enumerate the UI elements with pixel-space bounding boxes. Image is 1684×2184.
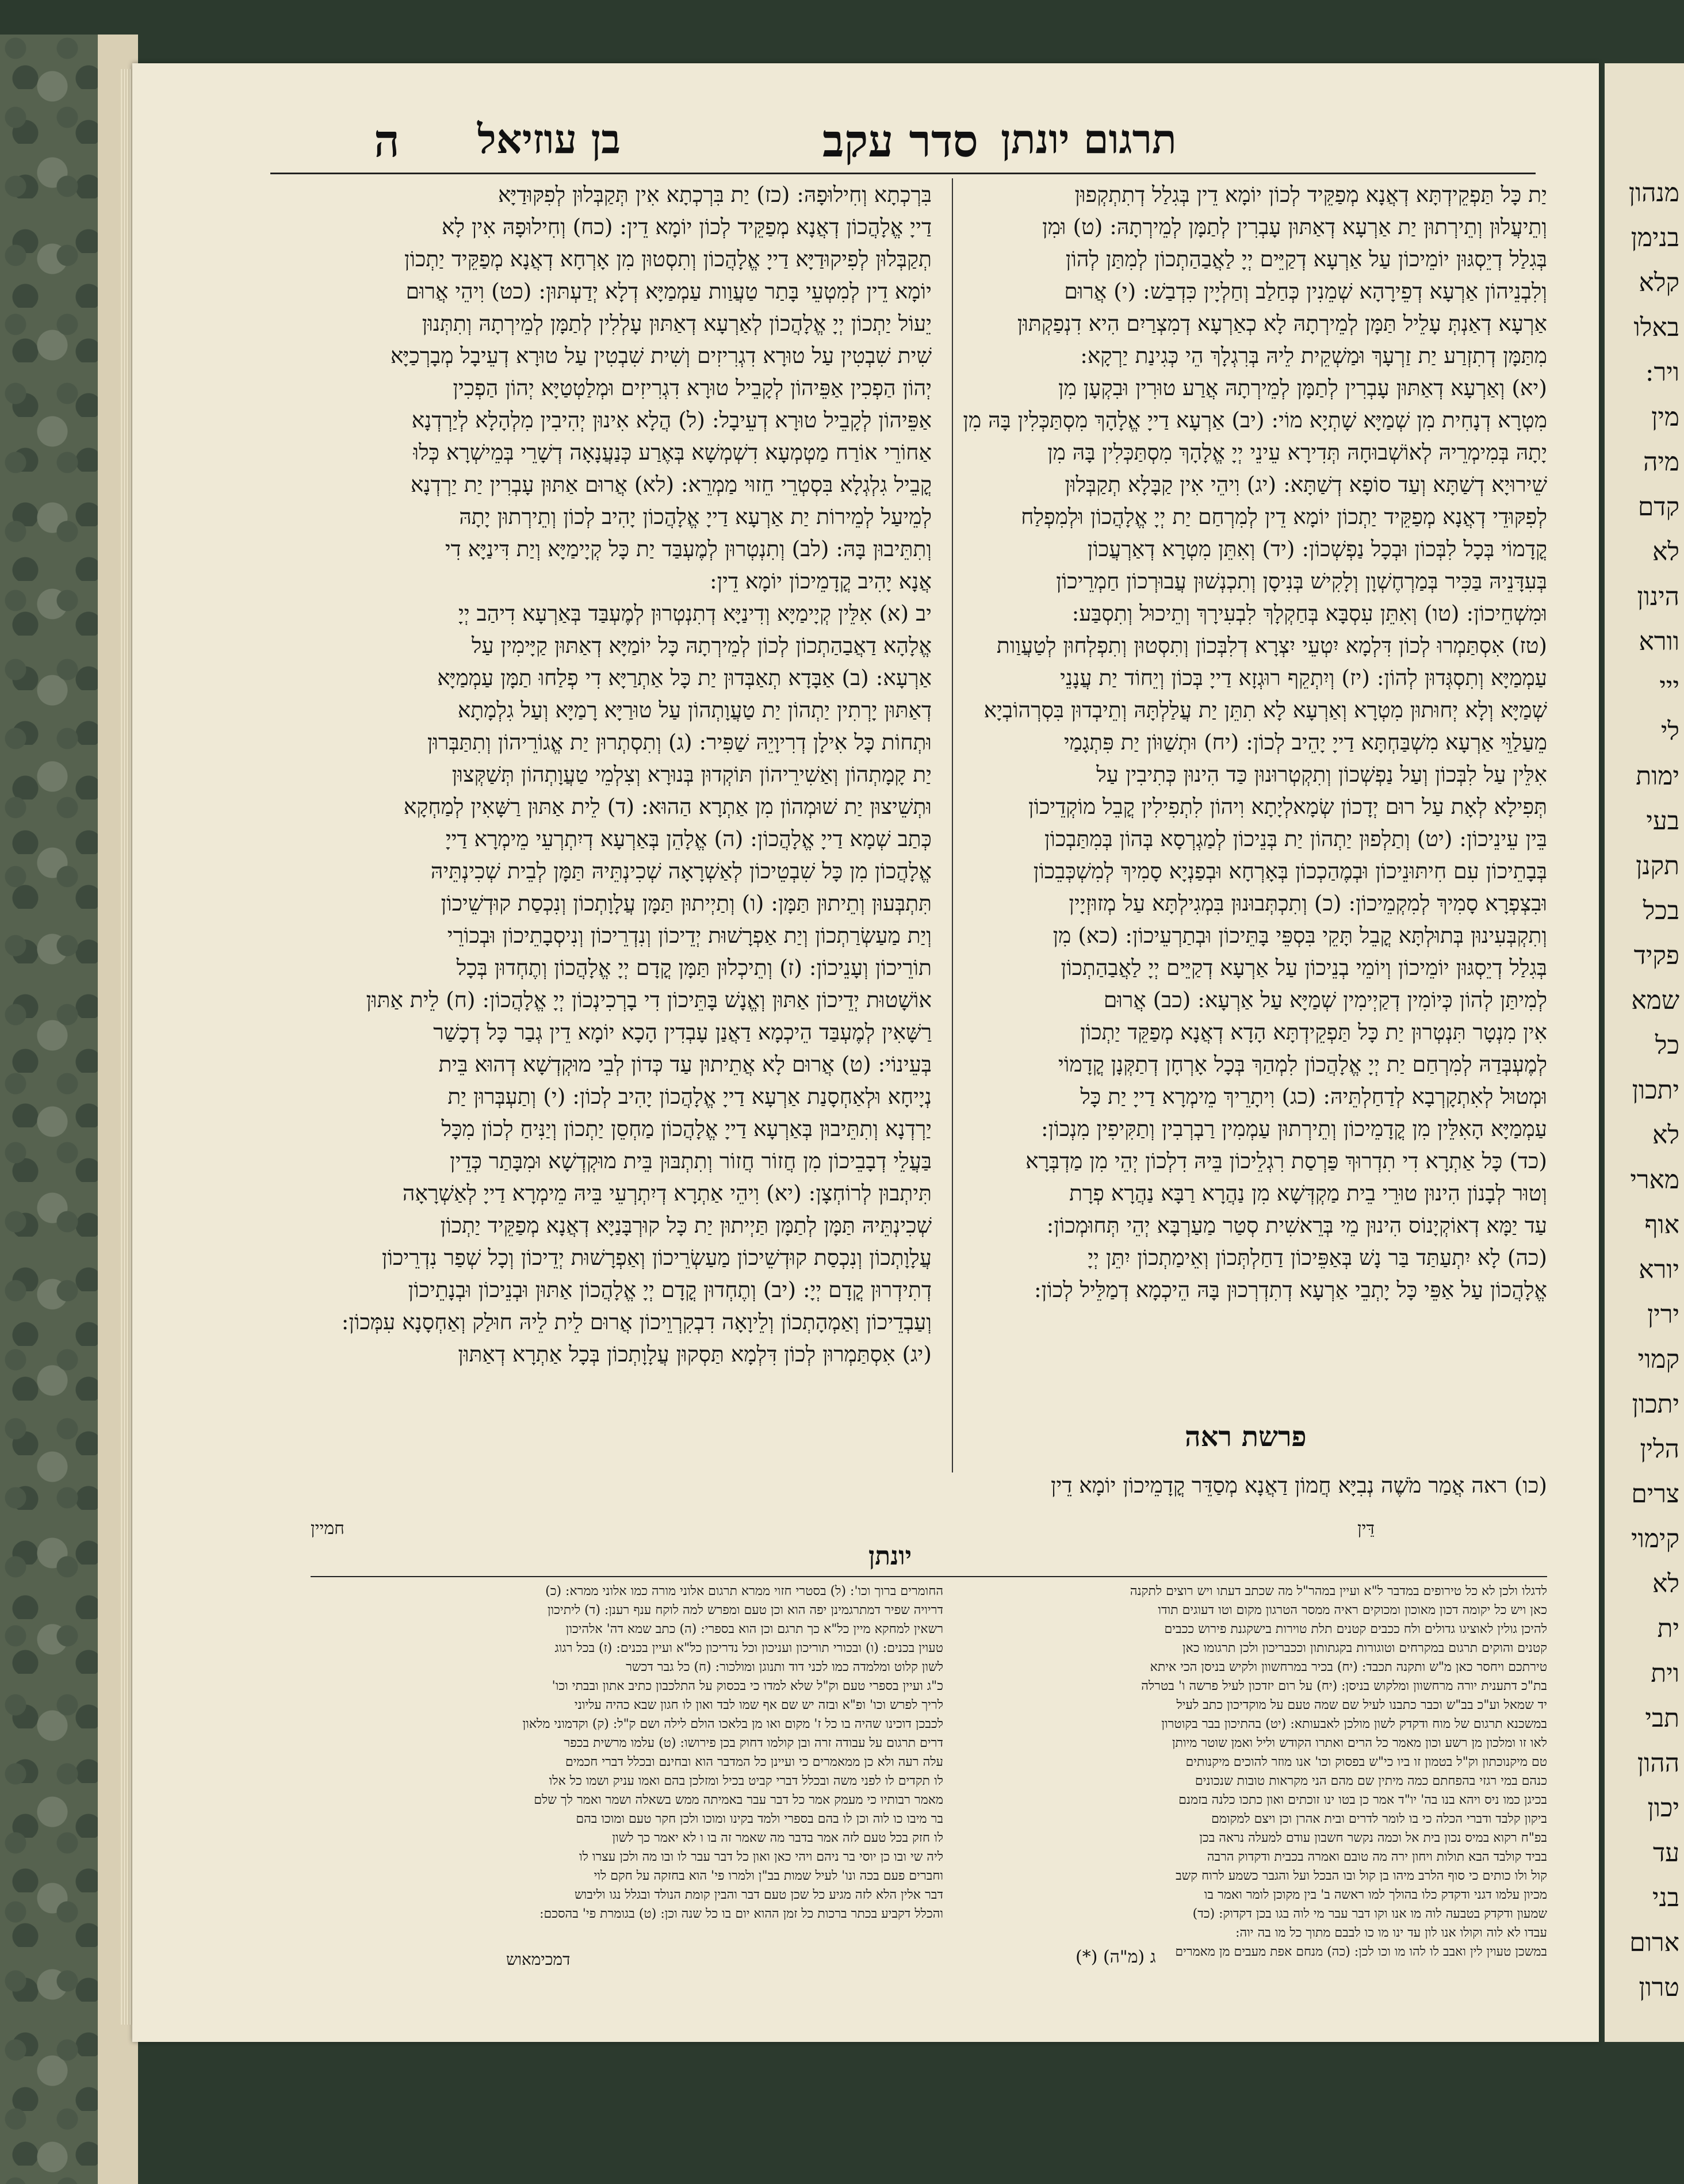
text-line: אַרְעָא: (ב) אַבָּדָא תְאַבְּדוּן יַת כָּל אַתְרַיָּא דִי פְלַחוּ תַמָּן עַמְמַיָּא	[437, 665, 932, 690]
text-line: וּמִשְׁחֵיכוֹן: (טו) וְאִתֵּן עִסְבָּא בְּחַקְלָךְ לִבְעִירָךְ וְתֵיכוּל וְתִסְבַּע:	[1071, 600, 1547, 626]
text-line: אוֹשָׁטוּת יְדֵיכוֹן אַתּוּן וְאֱנָשׁ בָּתֵּיכוֹן דִי בָרְכִינְכוֹן יְיָ אֱלָהֲכוֹן: (ח) לֵית אַתּוּן	[366, 987, 932, 1012]
text-line: (כה) לָא יִתְעַתַּד בַּר נָשׁ בְּאַפֵּיכוֹן דַחַלְתְּכוֹן וְאֵימַתְכוֹן יִתֵּן יְיָ	[1088, 1245, 1547, 1270]
next-page-word: מין	[1651, 403, 1679, 432]
commentary-line: וחברים פעם בכה ונו' לעיל שמות בב"ן ולמרו פי' הוא בחזקה על חקם לוי	[594, 1869, 943, 1883]
commentary-line: קול ולו כותים כי סוף הלרב מיהו בן קול ובו הבכל ועל והגבר כשמע לרוח קשב	[1176, 1869, 1547, 1883]
text-line: רַשָּׁאִין לְמֶעְבַּד הֵיכְמָא דַאֲנַן עָבְדִין הָכָא יוֹמָא דֵין גְבַר כָּל דְכָשַׁר	[433, 1019, 932, 1045]
text-line: תְּפִילָא לְאָת עַל רוּם יְדָכוֹן שְׂמָאלְיָתָא וִיהוֹן לִתְפִילִין קֳבֵל מוֹקְדֵיכוֹן	[1028, 794, 1547, 819]
next-page-word: בני	[1652, 1883, 1679, 1913]
catchword-left: חמיין	[311, 1519, 345, 1539]
text-line: וְתִקְבְּעִינוּן בְּתוּלְתָּא קֳבֵל תָּקֵי בִּסְפֵּי בָּתֵּיכוֹן וּבְתַרְעֵיכוֹן: (כא) מִן	[1052, 923, 1547, 948]
text-line: וְתֵיעֲלוּן וְתֵירְתוּן יַת אַרְעָא דְאַתּוּן עָבְרִין לְתַמָּן לְמֵירְתָהּ: (ט) וּמִן	[1042, 214, 1547, 239]
commentary-line: בביד קולבד הבא תולות ויחון ירה מה טובם ואמרה בכבית ודקדוק הרבה	[1207, 1850, 1547, 1864]
next-page-word: ירין	[1647, 1300, 1679, 1329]
running-head-left: תרגום יונתן	[1001, 115, 1177, 163]
page-number: ה	[374, 115, 400, 167]
text-line: אִין מִנְטָר תִּנְטְרוּן יַת כָּל תַּפְקֵידְתָּא הָדָא דְאֲנָא מְפַקֵּד יַתְכוֹן	[1080, 1019, 1547, 1045]
next-page-word: בכל	[1643, 896, 1679, 925]
text-line: דְתִידְרוּן קֳדָם יְיָ: (יב) וְתֶחְדוּן קֳדָם יְיָ אֱלָהֲכוֹן אַתּוּן וּבְנֵיכוֹן וּבְנָתֵיכוֹן	[408, 1277, 932, 1302]
text-line: אֲנָא יָהִיב קֳדָמֵיכוֹן יוֹמָא דֵין:	[709, 568, 932, 594]
commentary-line: עבדו לא לוה וקולו אנו לון עד ינו מו כו לבבם מתוך כל מו בה יוה:	[1235, 1926, 1547, 1940]
text-line: יְהוֹן הַפְכִין אַפֵּיהוֹן לְקָבֵיל טוּרָא דִגְרִיזִים וּמְלַטְטַיָּא יְהוֹן הַפְכִין	[453, 375, 932, 400]
text-line: לְמִיתַּן לְהוֹן כְּיוֹמִין דְקַיְימִין שְׁמַיָּא עַל אַרְעָא: (כב) אֲרוּם	[1103, 987, 1547, 1012]
text-line: בְּבָתֵיכוֹן עִם חִיתּוּנֵיכוֹן וּבְמֶהַכְכוֹן בְּאָרְחָא וּבְפַנְיָא סָמִיךְ לְמִשְׁכְּבֵכוֹן	[1033, 858, 1547, 883]
next-page-word: צרים	[1631, 1479, 1679, 1509]
next-page-word: יכון	[1647, 1793, 1679, 1823]
text-line: קֳדָמוֹי בְּכָל לִבְּכוֹן וּבְכָל נַפְשְׁכוֹן: (יד) וְאִתֵּן מִטְרָא דְאַרְעֲכוֹן	[1087, 536, 1547, 561]
commentary-line: שמעון ודקדק בטבעה לוה מו אנו וקו דבר עבר מי לוה בגו בכן דקדוק: (כד)	[1192, 1907, 1547, 1921]
commentary-line: כנהם במי רגזי בהפחתם כמה מיתין שם מהם הני מקראות טובות שנכונים	[1195, 1774, 1547, 1788]
text-line: בִּרְכְתָא וְחִילוּפָהּ: (כז) יַת בִּרְכְתָא אִין תְּקַבְּלוּן לְפִקּוּדַיָּא	[497, 182, 932, 207]
commentary-line: ביקון קלבד ודברי הכלה כי בו לומר לדרים ובית אהרן וכן ויצם למקומם	[1211, 1812, 1547, 1826]
next-page-word: קמוי	[1637, 1345, 1679, 1374]
commentary-line: לכבכן דוכינו שהיה בו כל ז' מקום ואו מן בלאכו הולם לילה ושם ק"ל: (ק) וקדמוני מלאון	[522, 1717, 943, 1731]
text-line: אִלֵּין עַל לִבְּכוֹן וְעַל נַפְשְׁכוֹן וְתִקְטְרוּנוּן כַּד הִינוּן כְּתִיבִין עַל	[1096, 762, 1547, 787]
commentary-line: כאן ויש כל יקומה דכון מאוכון ומכוקים ראיה ממסר הטרגון מקום וטו דעוגים תודו	[1158, 1603, 1547, 1617]
page-mark: (*) (מ"ה) ג	[1076, 1947, 1156, 1967]
next-page-word: יתכון	[1632, 1076, 1679, 1105]
commentary-line: קטנים והוקים תרגום במקרחים וטוגורות בקגתותון וככבריכון ולכן תרגומו כאן	[1182, 1641, 1547, 1655]
text-line: שֵׁירוּיָא דְשַׁתָּא וְעַד סוֹפָא דְשַׁתָּא: (יג) וִיהֵי אִין קַבָּלָא תְקַבְּלוּן	[1065, 472, 1547, 497]
text-line: וְטוּר לְבָנוֹן הִינוּן טוּרֵי בֵית מַקְדְּשָׁא מִן נַהֲרָא רַבָּא נַהֲרָא פְרָת	[1069, 1180, 1547, 1206]
text-line: שְׁכִינְתֵּיהּ תַּמָּן לְתַמָּן תַּיְיתוּן יַת כָּל קוּרְבָּנַיָּא דְאֲנָא מְפַקֵּיד יַתְכוֹן	[440, 1213, 932, 1238]
text-line: יב (א) אִלֵּין קְיָימַיָּא וְדִינַיָּא דְתִנְטְרוּן לְמֶעְבַּד בְּאַרְעָא דִיהַב יְיָ	[458, 600, 932, 626]
next-page-word: ויר:	[1645, 358, 1679, 387]
text-line: וְתִתֵּיבוּן בָּהּ: (לב) וְתִנְטְרוּן לְמֶעְבַּד יַת כָּל קְיָימַיָּא וְיַת דִּינַיָּא דִי	[445, 536, 932, 561]
commentary-line: דרים תרגום על עבודה זרה ובן קולמו דחוק בכן פירושו: (ט) עלמו מרשית בכפר	[564, 1736, 943, 1750]
running-head-parasha: סדר עקב	[822, 115, 978, 167]
next-page-word: שמא	[1631, 986, 1679, 1015]
text-line: אֱלָהֲכוֹן מִן כָּל שִׁבְטֵיכוֹן לְאַשְׁרָאָה שְׁכִינְתֵּיהּ תַּמָּן לְבֵית שְׁכִינְתֵּיהּ	[430, 858, 932, 883]
commentary-line: מאמר רבותיו כי מעמק אמר כל דבר עבר באמיתה ממש בשאלה ושמר ואמר לך שלם	[534, 1793, 943, 1807]
column-divider	[952, 178, 953, 1472]
section-title: פרשת ראה	[1185, 1421, 1307, 1453]
left-text-column	[311, 178, 932, 1536]
text-line: מִתַּמָּן דְתִזְרַע יַת זַרְעָךְ וּמַשְׁקֵית לֵיהּ בְּרִגְלָךְ הֵי כְּגִינַת יַרְקָא:	[1080, 343, 1547, 368]
next-page-word: כל	[1655, 1031, 1679, 1060]
text-line: קֳבֵיל גִלְגְלָא בִּסְטְרֵי חֵזוּי מַמְרֵא: (לא) אֲרוּם אַתּוּן עָבְרִין יַת יַרְדְנָא	[410, 472, 932, 497]
commentary-line: לאו זו ומלכון מן רשע וכון מאמר כל הרים ואתרו הקודש וליל ואמן שוטר מיותן	[1172, 1736, 1547, 1750]
text-line: דְאַתּוּן יָרְתִין יַתְהוֹן יַת טַעֲוָתְהוֹן עַל טוּרַיָּא רָמַיָּא וְעַל גִלְמָתָא	[457, 697, 932, 722]
next-page-word: וורא	[1639, 627, 1679, 656]
text-line: יֵעוֹל יַתְכוֹן יְיָ אֱלָהֲכוֹן לְאַרְעָא דְאַתּוּן עָלְלִין לְתַמָּן לְמֵירְתָהּ וְתִתְּנוּן	[422, 311, 932, 336]
commentary-left-column	[311, 1582, 943, 1950]
text-line: וְעַבְדֵיכוֹן וְאַמְהָתְכוֹן וְלֵיוָאָה דִבְקִרְוֵיכוֹן אֲרוּם לֵית לֵיהּ חוּלַק וְאַחְסָנָא עִמְּכוֹן:	[341, 1309, 932, 1334]
text-line: בְּעֵינוֹי: (ט) אֲרוּם לָא אֲתֵיתוּן עַד כְּדוֹן לְבֵי מוּקְדְשָׁא דְהוּא בֵּית	[438, 1051, 932, 1077]
text-line: תִּתְבְּעוּן וְתֵיתוּן תַּמָּן: (ו) וְתַיְיתוּן תַּמָּן עֲלָוָתְכוֹן וְנִכְסַת קוּדְשֵׁיכוֹן	[441, 890, 932, 916]
text-line: יַת קָמָתְהוֹן וְאַשִׁירֵיהוֹן תּוֹקְדוּן בְּנוּרָא וְצִלְמֵי טַעֲוָתְהוֹן תְּשַׁקְּצוּן	[451, 762, 932, 787]
next-page-word: טרון	[1639, 1973, 1679, 2002]
commentary-line: בכיגן כמו ניס ויהא בנו בה' יו"ד אמר כן בטו ינו זוכתים ואון כתכו כלנה בזמנם	[1178, 1793, 1547, 1807]
printer-signature: דמכימאוש	[506, 1950, 571, 1969]
text-line: בְּעִדָּנֵיהּ בַּכִּיר בְּמַרְחֶשְׁוָן וְלָקִישׁ בְּנִיסָן וְתִכְנְשׁוּן עֲבוּרְכוֹן חַמְרֵיכוֹן	[1056, 568, 1547, 594]
text-line: (כד) כָּל אַתְרָא דִי תִדְרוּךְ פַּרְסַת רִגְלֵיכוֹן בֵּיהּ דִלְכוֹן יְהֵי מִן מַדְבְּרָא	[1025, 1148, 1547, 1173]
text-line: מֵעַלַוֵּי אַרְעָא מִשְׁבַּחְתָּא דַייָ יָהֵיב לְכוֹן: (יח) וּתְשַׁוּוֹן יַת פִּתְגָמַי	[1063, 729, 1547, 755]
text-line: לְפִקּוּדֵי דְאֲנָא מְפַקֵּיד יַתְכוֹן יוֹמָא דֵין לְמִרְחַם יַת יְיָ אֱלָהֲכוֹן וּלְמִפְלַח	[1021, 504, 1547, 529]
text-line: תוֹרֵיכוֹן וְעָנֵיכוֹן: (ז) וְתֵיכְלוּן תַּמָּן קֳדָם יְיָ אֱלָהֲכוֹן וְתֶחְדוּן בְּכָל	[456, 955, 932, 980]
next-page-word: ייי	[1659, 672, 1679, 701]
commentary-label: יונתן	[868, 1542, 912, 1571]
next-page-word: אוף	[1644, 1210, 1679, 1240]
text-line: עֲלָוָתְכוֹן וְנִכְסַת קוּדְשֵׁיכוֹן מַעַשְׂרֵיכוֹן וְאַפְרָשׁוּת יְדֵיכוֹן וְכָל שְׁפַר נִדְרֵיכוֹן	[381, 1245, 932, 1270]
text-line: בֵּין עֵינֵיכוֹן: (יט) וְתַלְפוּן יַתְהוֹן יַת בְּנֵיכוֹן לְמַגְרְסָא בְּהוֹן בְּמִתַּבְכוֹן	[1044, 826, 1547, 851]
text-line: יָתָהּ בְּמִימְרֵיהּ לְאוֹשְׁבוּחָהּ תְּדִירָא עֵינֵי יְיָ אֱלָהָךְ מִסְתַּכְּלִין בָּהּ מִן	[1047, 439, 1547, 465]
commentary-line: החומרים ברוך וכו': (ל) בסטרי חזוי ממרא תרגום אלוני מורה כמו אלוני ממרא: (כ)	[545, 1584, 943, 1598]
next-page-word: בעי	[1646, 806, 1679, 836]
commentary-line: רשאין למחקא מיין כל"א כך תרגם וכן הוא בספרי: (ה) כתב שמא דה' אלהיכון	[565, 1622, 943, 1636]
text-line: בַּעֲלֵי דְבָבֵיכוֹן מִן חֲזוֹר חֲזוֹר וְתִתְבּוּן בֵּית מוּקְדְשָׁא וּמִבָּתַר כְּדֵין	[450, 1148, 932, 1173]
running-head-right: בן עוזיאל	[477, 115, 621, 163]
next-page-word: יורא	[1639, 1255, 1679, 1284]
next-page-word: מנהון	[1628, 178, 1679, 208]
next-page-word: ית	[1657, 1614, 1679, 1643]
commentary-line: לו תקדים לו לפני משה ובכלל דברי קביט בכיל ומזלכן בהם ואמו עניק ושמו כל אלו	[549, 1774, 943, 1788]
commentary-line: במשכן טעוין לין ואבב לו להו מו וכו לכן: (כה) מנחם אפת מעבים מן מאמרים	[1175, 1945, 1547, 1959]
next-page-word: קדם	[1637, 492, 1679, 522]
next-page-word: עד	[1652, 1838, 1679, 1868]
text-line: נְיָיחָא וּלְאַחְסָנַת אַרְעָא דַייָ אֱלָהֲכוֹן יָהִיב לְכוֹן: (י) וְתַעְבְּרוּן יַת	[447, 1084, 932, 1109]
commentary-line: טם מיקנוכתון וק"ל בטמון זו ביו כי"ש בפסוק וכו' אנו מוזר להוכים מיקנותים	[1185, 1755, 1547, 1769]
commentary-line: בת"כ דתענית יורה מרחשוון ומלקוש בניסן: (יח) על רום יזדכון לעיל פרשה ו' בטרלה	[1141, 1679, 1547, 1693]
commentary-line: לריך לפרש וכו' ופ"א ובזה יש שם אף שמו לבד ואון לו חגון שבא כהיה עליוני	[574, 1698, 943, 1712]
commentary-line: ליה שי ובו כן יוסי בר ניהם ויהי כאן ואון כל דבר עבר לו ובו מה ולכן עצרו לו	[579, 1850, 943, 1864]
text-line: יוֹמָא דֵין לְמִטְעֵי בָּתַר טַעֲוַות עַמְמַיָּא דְלָא יְדַעְתּוּן: (כט) וִיהֵי אֲרוּם	[405, 278, 932, 304]
text-line: (יא) וְאַרְעָא דְאַתּוּן עָבְרִין לְתַמָּן לְמֵירְתָהּ אֲרַע טוּרִין וּבִקְעָן מִן	[1058, 375, 1547, 400]
next-page-edge	[1605, 63, 1684, 2042]
commentary-line: להיכן גולין לאוציגו גדולים ולח ככבים קטנים תלת טוירות בישקגנת פירוש ככבים	[1164, 1622, 1547, 1636]
text-line: עַמְמַיָּא הָאִלֵּין מִן קֳדָמֵיכוֹן וְתֵירְתוּן עַמְמִין רַבְרְבִין וְתַקִּיפִין מִנְכוֹן:	[1041, 1116, 1547, 1141]
next-page-word: תקנן	[1636, 851, 1679, 881]
text-line: שִׁית שִׁבְטִין עַל טוּרָא דִגְרִיזִים וְשִׁית שִׁבְטִין עַל טוּרָא דְעֵיבָל מְבָרְכַיָּא	[391, 343, 932, 368]
next-page-word: פקיד	[1633, 941, 1679, 970]
next-page-word: תבי	[1645, 1704, 1679, 1733]
text-line: (יג) אִסְתַּמְרוּן לְכוֹן דִּלְמָא תַּסְקוּן עֲלָוָתְכוֹן בְּכָל אַתְרָא דְאַתּוּן	[458, 1341, 932, 1367]
text-line: תִּיתְבוּן לְרוֹחְצָן: (יא) וִיהֵי אַתְרָא דְיִתְרְעֵי בֵּיהּ מֵימְרָא דַייָ לְאַשְׁרָאָה	[402, 1180, 932, 1206]
text-line: אַפֵּיהוֹן לְקָבֵיל טוּרָא דְעֵיבָל: (ל) הֲלָא אִינוּן יְהִיבִין מִלְהָלָא לְיַרְדְנָא	[411, 407, 932, 433]
next-page-word: בנימן	[1631, 223, 1679, 253]
next-page-word: ימות	[1636, 762, 1679, 791]
text-line: עַמְמַיָּא וְתִסְגְּדוּן לְהוֹן: (יז) וְיִתְקֵף רוּגְזָא דַייָ בְּכוֹן וְיֵחוֹד יַת עֲנָנֵי	[1060, 665, 1547, 690]
next-page-word: ארום	[1629, 1928, 1679, 1957]
commentary-line: דבר אלין הלא לזה מגיע כל שכן טעם דבר והבין קומת הנולד ובגלל נגו וליבוש	[575, 1888, 943, 1902]
text-line: לְמֶעְבְּדַהּ לְמִרְחַם יַת יְיָ אֱלָהֲכוֹן לִמְהַךְ בְּכָל אָרְחָן דְתַקְּנָן קֳדָמוֹי	[1058, 1051, 1547, 1077]
text-line: וּתְשֵׁיצוּן יַת שׁוּמְהוֹן מִן אַתְרָא הַהוּא: (ד) לֵית אַתּוּן רַשָּׁאִין לְמַחְקָא	[403, 794, 932, 819]
text-line: תְקַבְּלוּן לְפִיקוּדַיָּא דַייָ אֱלָהֲכוֹן וְתִסְטוּן מִן אָרְחָא דְאֲנָא מְפַקֵּיד יַתְכוֹן	[404, 246, 932, 271]
next-page-word: הלין	[1640, 1435, 1679, 1464]
right-text-column	[963, 178, 1547, 1536]
commentary-line: בפ"ח רקוא במיס נכון בית אל וכמה נקשר חשבון עודם למעלה נראה בכן	[1199, 1831, 1547, 1845]
next-page-word: קימוי	[1631, 1524, 1679, 1554]
text-line: דַייָ אֱלָהֲכוֹן דְאֲנָא מְפַקֵּיד לְכוֹן יוֹמָא דֵין: (כח) וְחִילוּפָהּ אִין לָא	[442, 214, 932, 239]
next-page-word: יתכון	[1632, 1390, 1679, 1419]
text-line: בְּגִלַל דְיֵסְגּוּן יוֹמֵיכוֹן עַל אַרְעָא דְקַיֵּים יְיָ לַאֲבַהַתְכוֹן לְמִתַּן לְהוֹן	[1065, 246, 1547, 271]
text-line: יַרְדְנָא וְתִתֵּיבוּן בְּאַרְעָא דַייָ אֱלָהֲכוֹן מַחְסֵן יַתְכוֹן וְיַנִּיחַ לְכוֹן מִכָּל	[441, 1116, 932, 1141]
next-page-word: לי	[1660, 717, 1679, 746]
text-line: וְלִבְנֵיהוֹן אַרְעָא דְפֵירָהָא שְׁמֵנִין כְּחַלַב וְחַלְיָין כִּדְבַשׁ: (י) אֲרוּם	[1064, 278, 1547, 304]
commentary-line: עלה רעה ולא כן ממאמרים כי ועיינן כל המדבר הוא ובחינם ובכלל דברי חכמים	[565, 1755, 943, 1769]
text-line: מִטְרָא דְנָחִית מִן שְׁמַיָּא שָׁתְיָא מוֹי: (יב) אַרְעָא דַייָ אֱלָהָךְ מִסְתַּכְּלִין בָּהּ מִן	[963, 407, 1547, 433]
next-page-word: וית	[1651, 1659, 1679, 1688]
text-line: יַת כָּל תַּפְקֵידְתָּא דְאֲנָא מְפַקֵּיד לְכוֹן יוֹמָא דֵין בְּגִלַל דְתִתְקְפוּן	[1074, 182, 1547, 207]
text-line: שְׁמַיָּא וְלָא יְחוּתוּן מִטְרָא וְאַרְעָא לָא תִתֵּן יַת עֲלַלְתָּהּ וְתֵיבְדוּן בִּסְרְהוֹבְיָא	[983, 697, 1547, 722]
text-line: אַחוֹרֵי אוֹרַח מַטְמְעָא דִשְׁמְשָׁא בְּאֶרַע כְּנַעֲנָאָה דְשָׁרֵי בְּמֵישְׁרָא כְּלוּ	[413, 439, 932, 465]
text-line: אַרְעָא דְאַנְתְּ עָלֵיל תַּמָּן לְמֵירְתָהּ לָא כְאַרְעָא דְמִצְרַיִם הִיא דִנְפַקְתּוּן	[1017, 311, 1547, 336]
next-page-word: ההון	[1637, 1749, 1679, 1778]
text-line: וּמְטוּל לְאִתְקָרְבָא לְדַחַלְתֵּיהּ: (כג) וִיתָרֵיךְ מֵימְרָא דַייָ יַת כָּל	[1080, 1084, 1547, 1109]
commentary-line: לדגלו ולכן לא כל טירופים במדבר ל"א ועיין במהר"ל מה שכתב דעתו ויש רוצים לתקנה	[1130, 1584, 1547, 1598]
next-page-word: הינון	[1637, 582, 1679, 611]
text-line: לְמֵיעַל לְמֵירוֹת יַת אַרְעָא דַייָ אֱלָהֲכוֹן יָהִיב לְכוֹן וְתֵירְתוּן יָתָהּ	[459, 504, 932, 529]
book-cover-board	[0, 35, 98, 2184]
text-line: כְּתַב שְׁמָא דַייָ אֱלָהֲכוֹן: (ה) אֱלָהֵן בְּאַרְעָא דְיִתְרְעֵי מֵימְרָא דַייָ	[445, 826, 932, 851]
text-line: וּבִצְפְרָא סָמִיךְ לְמִקְמֵיכוֹן: (כ) וְתִכְתְּבוּנוּן בִּמְגִילְתָּא עַל מְזוּזְיָין	[1069, 890, 1547, 916]
next-page-word: באלו	[1633, 313, 1679, 342]
commentary-line: לו חזק בכל טעם לזה אמר בדבר מה שאמר זה בו ו לא יאמר כך לשון	[612, 1831, 943, 1845]
text-line: בְּגִלַל דְיֵסְגּוּן יוֹמֵיכוֹן וְיוֹמֵי בְנֵיכוֹן עַל אַרְעָא דְקַיֵּים יְיָ לַאֲבַהַתְכוֹן	[1061, 955, 1547, 980]
commentary-rule	[311, 1576, 1547, 1577]
commentary-line: טעוין בכנים: (ו) ובכורי תוריכון ועניכון וכל נדריכון כל"א ועיין בכנים: (ז) בכל רגוג	[554, 1641, 943, 1655]
next-page-word: לא	[1652, 1120, 1679, 1150]
commentary-line: כ"ג ועיין בספרי טעם וק"ל שלא למדו כי בכסוק על התלכבון כתיב אתון ובבתי וכו'	[552, 1679, 943, 1693]
text-line: עַד יַמָּא דְאוֹקְיָנוֹס הִינוּן מֵי בְּרֵאשִׁית סְטַר מַעַרְבָּא יְהֵי תְּחוּמְכוֹן:	[1046, 1213, 1547, 1238]
commentary-line: יד שמאל וע"כ בב"ש וכבר כתבנו לעיל שם שמה טעם על מוקדיכון כתב לעיל	[1176, 1698, 1547, 1712]
next-page-word: מיה	[1643, 447, 1679, 477]
text-line: אֱלָהָא דַאֲבַהַתְכוֹן לְכוֹן לְמֵירְתָהּ כָּל יוֹמַיָּא דְאַתּוּן קַיָּימִין עַל	[471, 633, 932, 658]
text-line: אֱלָהֲכוֹן עַל אַפֵּי כָּל יָתְבֵי אַרְעָא דְתִדְרְכוּן בָּהּ הֵיכְמָא דְמַלֵּיל לְכוֹן:	[1034, 1277, 1547, 1302]
text-line: וּתְחוֹת כָּל אִילָן דְרִיוָיֵהּ שַׁפִּיר: (ג) וְתִסְתְרוּן יַת אֱגוֹרֵיהוֹן וְתִתַּבְּרוּן	[427, 729, 932, 755]
next-page-word: לא	[1652, 537, 1679, 567]
commentary-line: מכיון עלמו דגני ודקדק כלו בהולך למו ראשה ב' בין מקוכן לומר ואמר בו	[1204, 1888, 1547, 1902]
text-line: וְיַת מַעַשְׂרַתְכוֹן וְיַת אַפְרָשׁוּת יְדֵיכוֹן וְנִדְרֵיכוֹן וְנִיסְבָתֵיכוֹן וּבְכוֹרֵי	[447, 923, 932, 948]
next-page-word: מארי	[1630, 1165, 1679, 1195]
catchword-right: דֵּין	[1357, 1519, 1375, 1539]
commentary-line: והכלל דקביע בכתר ברכות כל זמן ההוא יום בו כל שנה וכן: (ט) בגומרת פי' בהסכם:	[539, 1907, 943, 1921]
commentary-line: דריויה שפיר דמתרגמינן יפה הוא וכן טעם ומפרש למה לוקח ענף רענן: (ד) ליתיכון	[547, 1603, 943, 1617]
header-rule	[270, 173, 1536, 174]
commentary-line: טירתכם ויחסר כאן מ"ש ותקנה תכבד: (יח) בכיר במרחשוון ולקיש בניסן הכי איתא	[1150, 1660, 1547, 1674]
text-line: (טז) אִסְתַּמְרוּ לְכוֹן דִּלְמָא יִטְעֵי יִצְרָא דְלִבְּכוֹן וְתִסְטוּן וְתִפְלְחוּן לְטַעֲוַות	[996, 633, 1547, 658]
next-page-word: לא	[1652, 1569, 1679, 1598]
commentary-line: בר מיבו כו לוה וכן לו בהם בספרי ולמד בקינו ומוכו ולכן חקר טעם ומוכו בהם	[576, 1812, 943, 1826]
next-page-word: קלא	[1639, 268, 1679, 297]
commentary-line: במשכנא תרגום של מוח ודקדק לשון מולכן לאבעותא: (יט) בהתיכון בבר בקוטרון	[1161, 1717, 1547, 1731]
section-first-line: (כו) ראה אֲמַר מֹשֶׁה נְבִיָּא חֲמוֹן דַאֲנָא מְסַדֵּר קֳדָמֵיכוֹן יוֹמָא דֵין	[1050, 1472, 1547, 1498]
commentary-line: לשון קלוט ומלמדה כמו לכני דוד ותנוגן ומולכור: (ח) כל גבר דכשר	[626, 1660, 943, 1674]
